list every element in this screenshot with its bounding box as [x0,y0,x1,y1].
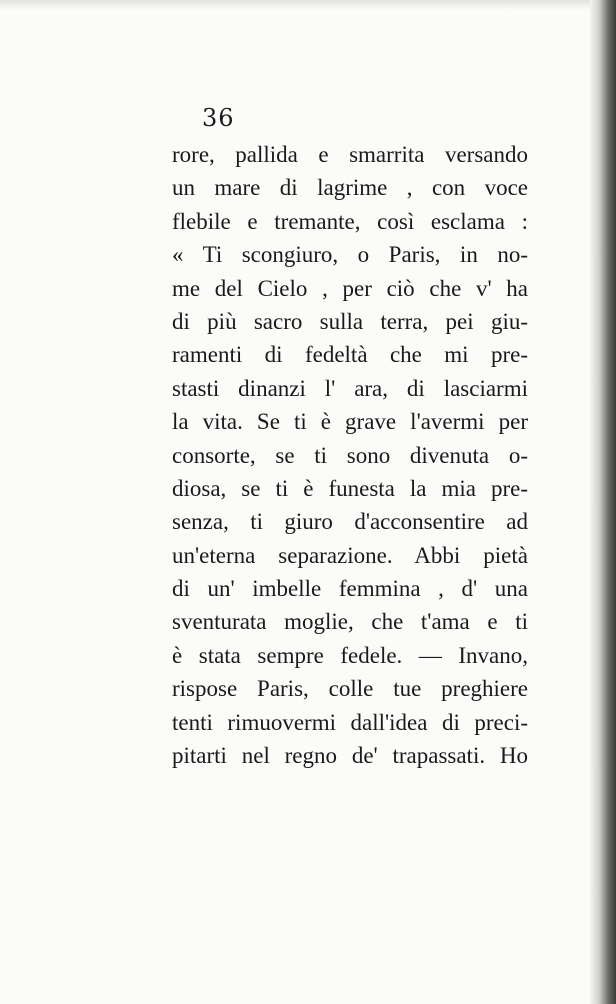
text-line: flebile e tremante, così esclama : [172,208,528,234]
text-line: « Ti scongiuro, o Paris, in no- [172,242,528,268]
page-top-edge [0,0,616,10]
text-line: stasti dinanzi l' ara, di lasciarmi [172,375,528,401]
text-line: consorte, se ti sono divenuta o- [172,442,528,468]
body-text [172,138,528,772]
text-line: di più sacro sulla terra, pei giu- [172,308,528,334]
text-line: me del Cielo , per ciò che v' ha [172,275,528,301]
text-line: di un' imbelle femmina , d' una [172,576,528,602]
page-binding-edge [590,0,616,1004]
text-line: senza, ti giuro d'acconsentire ad [172,509,528,535]
text-line: la vita. Se ti è grave l'avermi per [172,409,528,435]
text-line: ramenti di fedeltà che mi pre- [172,342,528,368]
text-line: tenti rimuovermi dall'idea di preci- [172,709,528,735]
text-line: è stata sempre fedele. — Invano, [172,642,528,668]
text-line: un'eterna separazione. Abbi pietà [172,542,528,568]
text-line: un mare di lagrime , con voce [172,175,528,201]
text-line: diosa, se ti è funesta la mia pre- [172,475,528,501]
text-line: pitarti nel regno de' trapassati. Ho [172,743,528,769]
text-line: rore, pallida e smarrita versando [172,142,528,167]
text-line: sventurata moglie, che t'ama e ti [172,609,528,635]
page-number: 36 [202,104,235,132]
text-line: rispose Paris, colle tue preghiere [172,676,528,702]
